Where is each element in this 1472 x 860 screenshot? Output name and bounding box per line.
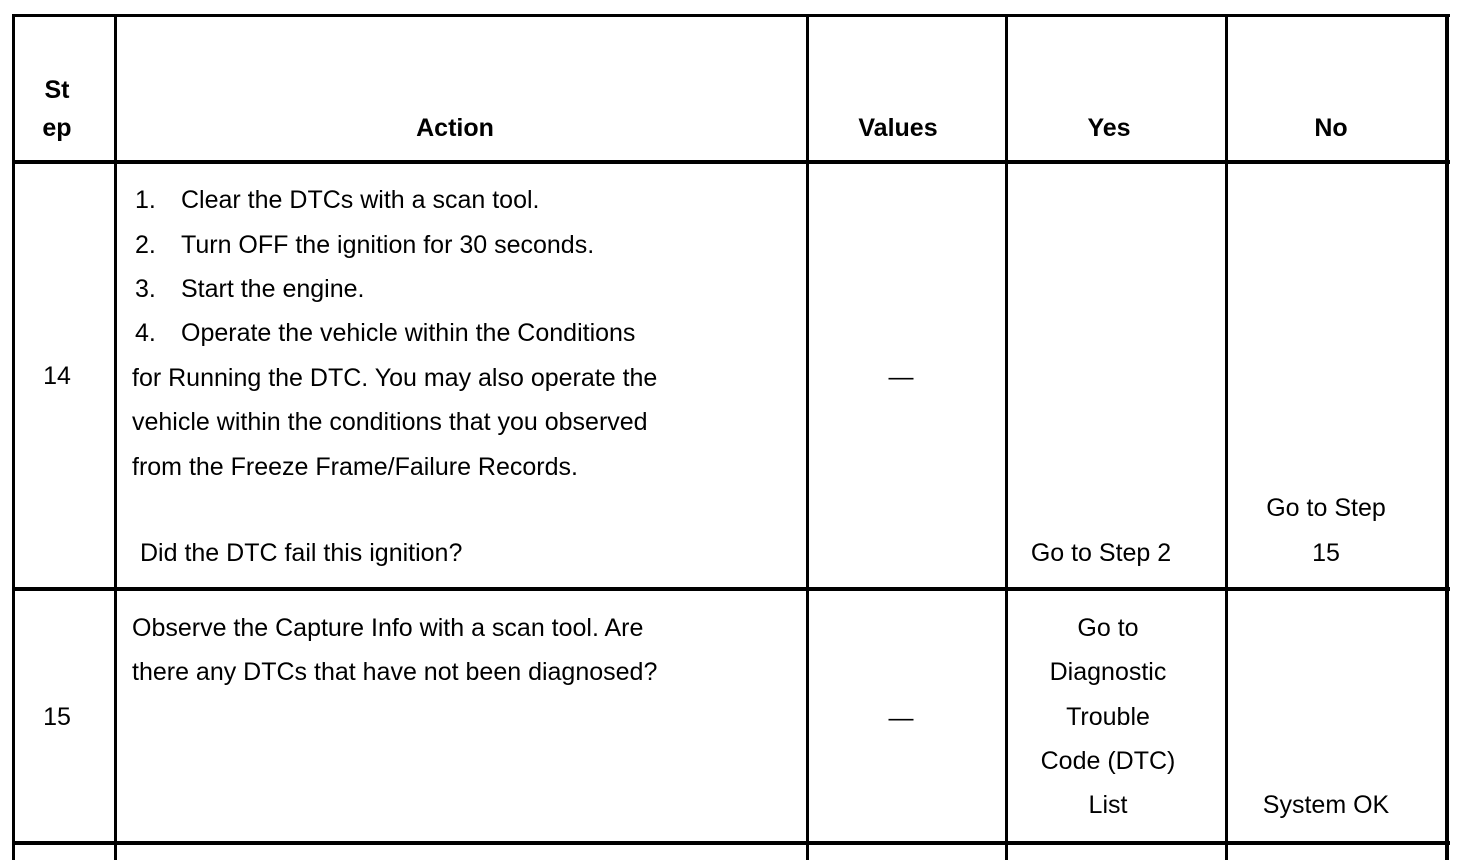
action-item-number: 1. — [135, 186, 156, 214]
action-item-text: Operate the vehicle within the Conditions — [181, 319, 636, 347]
yes-cell-line: Go to — [1077, 614, 1139, 642]
action-item-text: Turn OFF the ignition for 30 seconds. — [181, 231, 595, 259]
action-item-number: 2. — [135, 231, 156, 259]
yes-cell-line: Code (DTC) — [1040, 747, 1176, 775]
column-divider-values — [1005, 14, 1008, 860]
no-cell: System OK — [1262, 791, 1390, 819]
table-border-bottom — [12, 841, 1450, 845]
header-values: Values — [858, 114, 938, 142]
table-border-right — [1445, 14, 1449, 860]
header-no: No — [1314, 114, 1348, 142]
yes-cell-line: List — [1088, 791, 1128, 819]
header-step-line2: ep — [42, 114, 72, 142]
row-divider — [12, 587, 1450, 591]
action-continuation-line: vehicle within the conditions that you observed — [132, 408, 648, 436]
yes-cell-line: Trouble — [1066, 703, 1150, 731]
action-question: Did the DTC fail this ignition? — [140, 539, 463, 567]
header-yes: Yes — [1087, 114, 1131, 142]
action-item-text: Start the engine. — [181, 275, 365, 303]
yes-cell: Go to Step 2 — [1030, 539, 1172, 567]
step-number: 14 — [43, 362, 71, 390]
no-cell-line: Go to Step — [1266, 494, 1386, 522]
values-cell: — — [888, 363, 914, 391]
header-action: Action — [416, 114, 494, 142]
action-line: there any DTCs that have not been diagnosed? — [132, 658, 658, 686]
step-number: 15 — [43, 703, 71, 731]
header-divider — [12, 160, 1450, 164]
action-line: Observe the Capture Info with a scan tool. Are — [132, 614, 644, 642]
column-divider-yes — [1225, 14, 1228, 860]
action-list-item — [135, 230, 594, 260]
header-step-line1: St — [44, 76, 70, 104]
action-item-number: 4. — [135, 319, 156, 347]
action-list-item — [135, 185, 539, 215]
action-list-item — [135, 274, 364, 304]
table-border-top — [12, 14, 1450, 17]
action-item-number: 3. — [135, 275, 156, 303]
column-divider-step — [114, 14, 117, 860]
action-item-text: Clear the DTCs with a scan tool. — [181, 186, 540, 214]
table-border-left — [12, 14, 15, 860]
column-divider-action — [806, 14, 809, 860]
action-continuation-line: for Running the DTC. You may also operate the — [132, 364, 658, 392]
action-list-item — [135, 318, 635, 348]
yes-cell-line: Diagnostic — [1049, 658, 1167, 686]
action-continuation-line: from the Freeze Frame/Failure Records. — [132, 453, 578, 481]
values-cell: — — [888, 704, 914, 732]
no-cell-line: 15 — [1312, 539, 1340, 567]
